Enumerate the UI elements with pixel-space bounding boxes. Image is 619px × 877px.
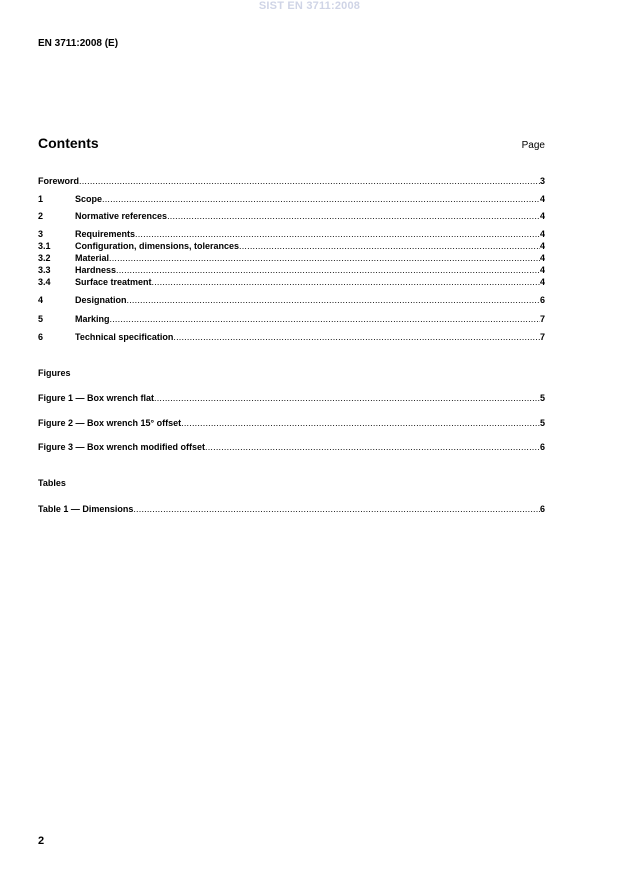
toc-entry-page: 7	[539, 314, 545, 324]
figure-entry-page: 5	[539, 393, 545, 403]
dot-leader	[102, 194, 540, 205]
toc-entry-configuration[interactable]	[38, 241, 545, 252]
table-entry-1[interactable]	[38, 504, 545, 515]
toc-entry-number: 3	[38, 229, 44, 239]
dot-leader	[205, 442, 540, 453]
dot-leader	[152, 277, 540, 288]
dot-leader	[173, 332, 540, 343]
figure-entry-1[interactable]	[38, 393, 545, 404]
toc-entry-title: Surface treatment	[75, 277, 152, 287]
figure-entry-page: 5	[539, 418, 545, 428]
toc-entry-number: 3.3	[38, 265, 51, 275]
toc-entry-page: 4	[539, 265, 545, 275]
page-column-label: Page	[521, 140, 545, 151]
toc-entry-title: Hardness	[75, 265, 117, 275]
toc-entry-number: 4	[38, 295, 44, 305]
toc-entry-title: Normative references	[75, 211, 168, 221]
toc-entry-title: Material	[75, 253, 110, 263]
dot-leader	[127, 295, 540, 306]
dot-leader	[154, 393, 540, 404]
toc-entry-requirements[interactable]	[38, 229, 545, 240]
figure-entry-title: Figure 2 — Box wrench 15° offset	[38, 418, 182, 428]
toc-entry-title: Requirements	[75, 229, 136, 239]
toc-entry-marking[interactable]	[38, 314, 545, 325]
toc-entry-surface-treatment[interactable]	[38, 277, 545, 288]
toc-entry-page: 4	[539, 241, 545, 251]
toc-entry-page: 4	[539, 277, 545, 287]
toc-entry-material[interactable]	[38, 253, 545, 264]
toc-entry-page: 7	[539, 332, 545, 342]
toc-entry-page: 4	[539, 229, 545, 239]
toc-entry-title: Marking	[75, 314, 110, 324]
figure-entry-3[interactable]	[38, 442, 545, 453]
dot-leader	[79, 176, 540, 187]
watermark: SIST EN 3711:2008	[258, 0, 361, 12]
figure-entry-title: Figure 3 — Box wrench modified offset	[38, 442, 206, 452]
toc-entry-scope[interactable]	[38, 194, 545, 205]
table-of-contents	[38, 0, 545, 877]
figures-heading: Figures	[38, 368, 71, 378]
toc-entry-technical-specification[interactable]	[38, 332, 545, 343]
toc-entry-page: 6	[539, 295, 545, 305]
toc-entry-title: Foreword	[38, 176, 80, 186]
tables-heading: Tables	[38, 478, 66, 488]
toc-entry-title: Configuration, dimensions, tolerances	[75, 241, 240, 251]
figure-entry-2[interactable]	[38, 418, 545, 429]
toc-entry-number: 5	[38, 314, 44, 324]
toc-entry-number: 3.2	[38, 253, 51, 263]
contents-title: Contents	[38, 135, 99, 151]
toc-entry-designation[interactable]	[38, 295, 545, 306]
toc-entry-page: 3	[539, 176, 545, 186]
toc-entry-number: 3.1	[38, 241, 51, 251]
toc-entry-number: 1	[38, 194, 44, 204]
dot-leader	[133, 504, 540, 515]
toc-entry-title: Designation	[75, 295, 127, 305]
toc-entry-foreword[interactable]	[38, 176, 545, 187]
toc-entry-title: Technical specification	[75, 332, 174, 342]
toc-entry-number: 3.4	[38, 277, 51, 287]
dot-leader	[181, 418, 540, 429]
dot-leader	[116, 265, 540, 276]
document-id: EN 3711:2008 (E)	[38, 38, 119, 49]
toc-entry-hardness[interactable]	[38, 265, 545, 276]
figure-entry-title: Figure 1 — Box wrench flat	[38, 393, 155, 403]
dot-leader	[135, 229, 540, 240]
table-entry-title: Table 1 — Dimensions	[38, 504, 134, 514]
table-entry-page: 6	[539, 504, 545, 514]
toc-entry-number: 6	[38, 332, 44, 342]
figure-entry-page: 6	[539, 442, 545, 452]
toc-entry-page: 4	[539, 253, 545, 263]
toc-entry-title: Scope	[75, 194, 103, 204]
page-number: 2	[38, 835, 45, 847]
dot-leader	[167, 211, 540, 222]
dot-leader	[110, 314, 540, 325]
dot-leader	[239, 241, 540, 252]
toc-entry-number: 2	[38, 211, 44, 221]
toc-entry-page: 4	[539, 194, 545, 204]
dot-leader	[109, 253, 540, 264]
toc-entry-normative-references[interactable]	[38, 211, 545, 222]
toc-entry-page: 4	[539, 211, 545, 221]
